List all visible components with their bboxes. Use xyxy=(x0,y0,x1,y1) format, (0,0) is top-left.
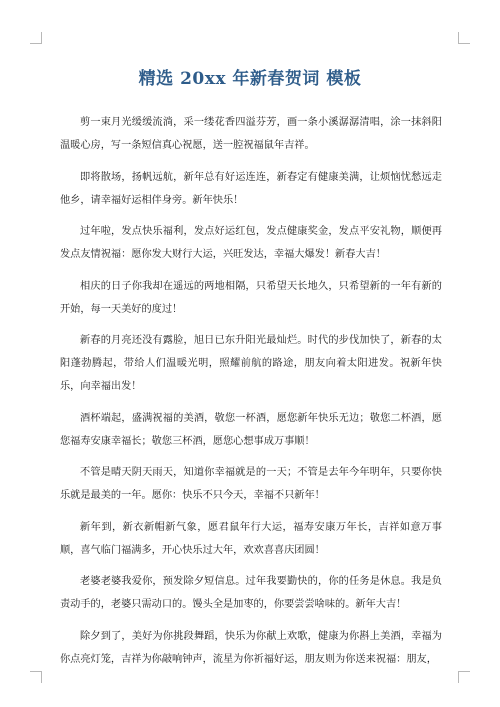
document-title: 精选 20xx 年新春贺词 模板 xyxy=(138,69,362,89)
paragraph: 即将散场，扬帆远航，新年总有好运连连，新春定有健康美满，让烦恼忧愁远走他乡，请幸福好运相伴身旁。新年快乐！ xyxy=(60,171,442,206)
paragraph: 不管是晴天阴天雨天，知道你幸福就是的一天；不管是去年今年明年，只要你快乐就是最美的一年。愿你：快乐不只今天，幸福不只新年！ xyxy=(60,467,442,501)
paragraph: 酒杯端起，盛满祝福的美酒，敬您一杯酒，愿您新年快乐无边；敬您二杯酒，愿您福寿安康幸福长；敬您三杯酒，愿您心想事成万事顺！ xyxy=(60,412,442,447)
corner-mark-top-left xyxy=(30,32,42,44)
paragraph: 新年到，新衣新帽新气象，愿君鼠年行大运，福寿安康万年长，吉祥如意万事顺，喜气临门福满多，开心快乐过大年，欢欢喜喜庆团圆！ xyxy=(60,521,442,556)
paragraph: 剪一束月光缓缓流淌，采一缕花香四溢芬芳，画一条小溪潺潺清唱，涂一抹斜阳温暖心房，写一条短信真心祝愿，送一腔祝福鼠年吉祥。 xyxy=(60,117,442,151)
corner-mark-bottom-right xyxy=(458,671,470,683)
corner-mark-bottom-left xyxy=(30,671,42,683)
paragraph: 除夕到了，美好为你挑段舞蹈，快乐为你献上欢歌，健康为你斟上美酒，幸福为你点亮灯笼，吉祥为你敲响钟声，流星为你祈福好运，朋友则为你送来祝福：朋友， xyxy=(60,630,442,665)
paragraph: 过年啦，发点快乐福利，发点好运红包，发点健康奖金，发点平安礼物，顺便再发点友情祝福：愿你发大财行大运，兴旺发达，幸福大爆发！新春大吉！ xyxy=(60,226,442,260)
paragraph: 老婆老婆我爱你，预发除夕短信息。过年我要勤快的，你的任务是休息。我是负责动手的，老婆只需动口的。馒头全是加枣的，你要尝尝啥味的。新年大吉！ xyxy=(60,576,442,610)
corner-mark-top-right xyxy=(458,32,470,44)
paragraph: 新春的月亮还没有露脸，旭日已东升阳光最灿烂。时代的步伐加快了，新春的太阳蓬勃腾起，带给人们温暖光明，照耀前航的路途，朋友向着太阳进发。祝新年快乐，向幸福出发！ xyxy=(60,335,442,392)
document-body xyxy=(60,111,442,679)
paragraph: 相庆的日子你我却在遥远的两地相隔，只希望天长地久，只希望新的一年有新的开始，每一天美好的度过！ xyxy=(60,280,442,315)
